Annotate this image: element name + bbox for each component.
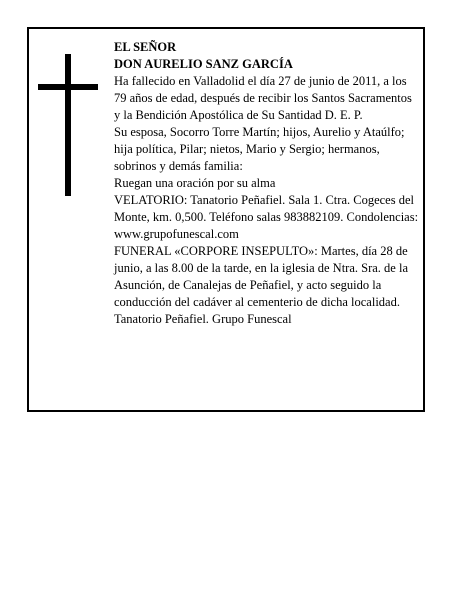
obituary-text bbox=[114, 39, 420, 328]
cross-vertical-bar bbox=[65, 54, 71, 196]
wake-details: VELATORIO: Tanatorio Peñafiel. Sala 1. Ctra. Cogeces del Monte, km. 0,500. Teléfono salas 983882109. Condolencias: www.grupofunescal.com bbox=[114, 193, 419, 241]
deceased-name: DON AURELIO SANZ GARCÍA bbox=[114, 57, 293, 71]
heading-title: EL SEÑOR bbox=[114, 40, 177, 54]
prayer-request: Ruegan una oración por su alma bbox=[114, 176, 276, 190]
death-announcement: Ha fallecido en Valladolid el día 27 de junio de 2011, a los 79 años de edad, después de recibir los Santos Sacramentos y la Bendición Apostólica de Su Santidad D. E. P. bbox=[114, 74, 412, 122]
cross-icon bbox=[38, 54, 98, 196]
cross-horizontal-bar bbox=[38, 84, 98, 90]
family-list: Su esposa, Socorro Torre Martín; hijos, Aurelio y Ataúlfo; hija política, Pilar; nietos, Mario y Sergio; hermanos, sobrinos y demás familia: bbox=[114, 125, 405, 173]
funeral-details: FUNERAL «CORPORE INSEPULTO»: Martes, día 28 de junio, a las 8.00 de la tarde, en la iglesia de Ntra. Sra. de la Asunción, de Canalejas de Peñafiel, y acto seguido la conducción del cadáver al cementerio de dicha localidad. bbox=[114, 244, 408, 309]
signature: Tanatorio Peñafiel. Grupo Funescal bbox=[114, 312, 292, 326]
